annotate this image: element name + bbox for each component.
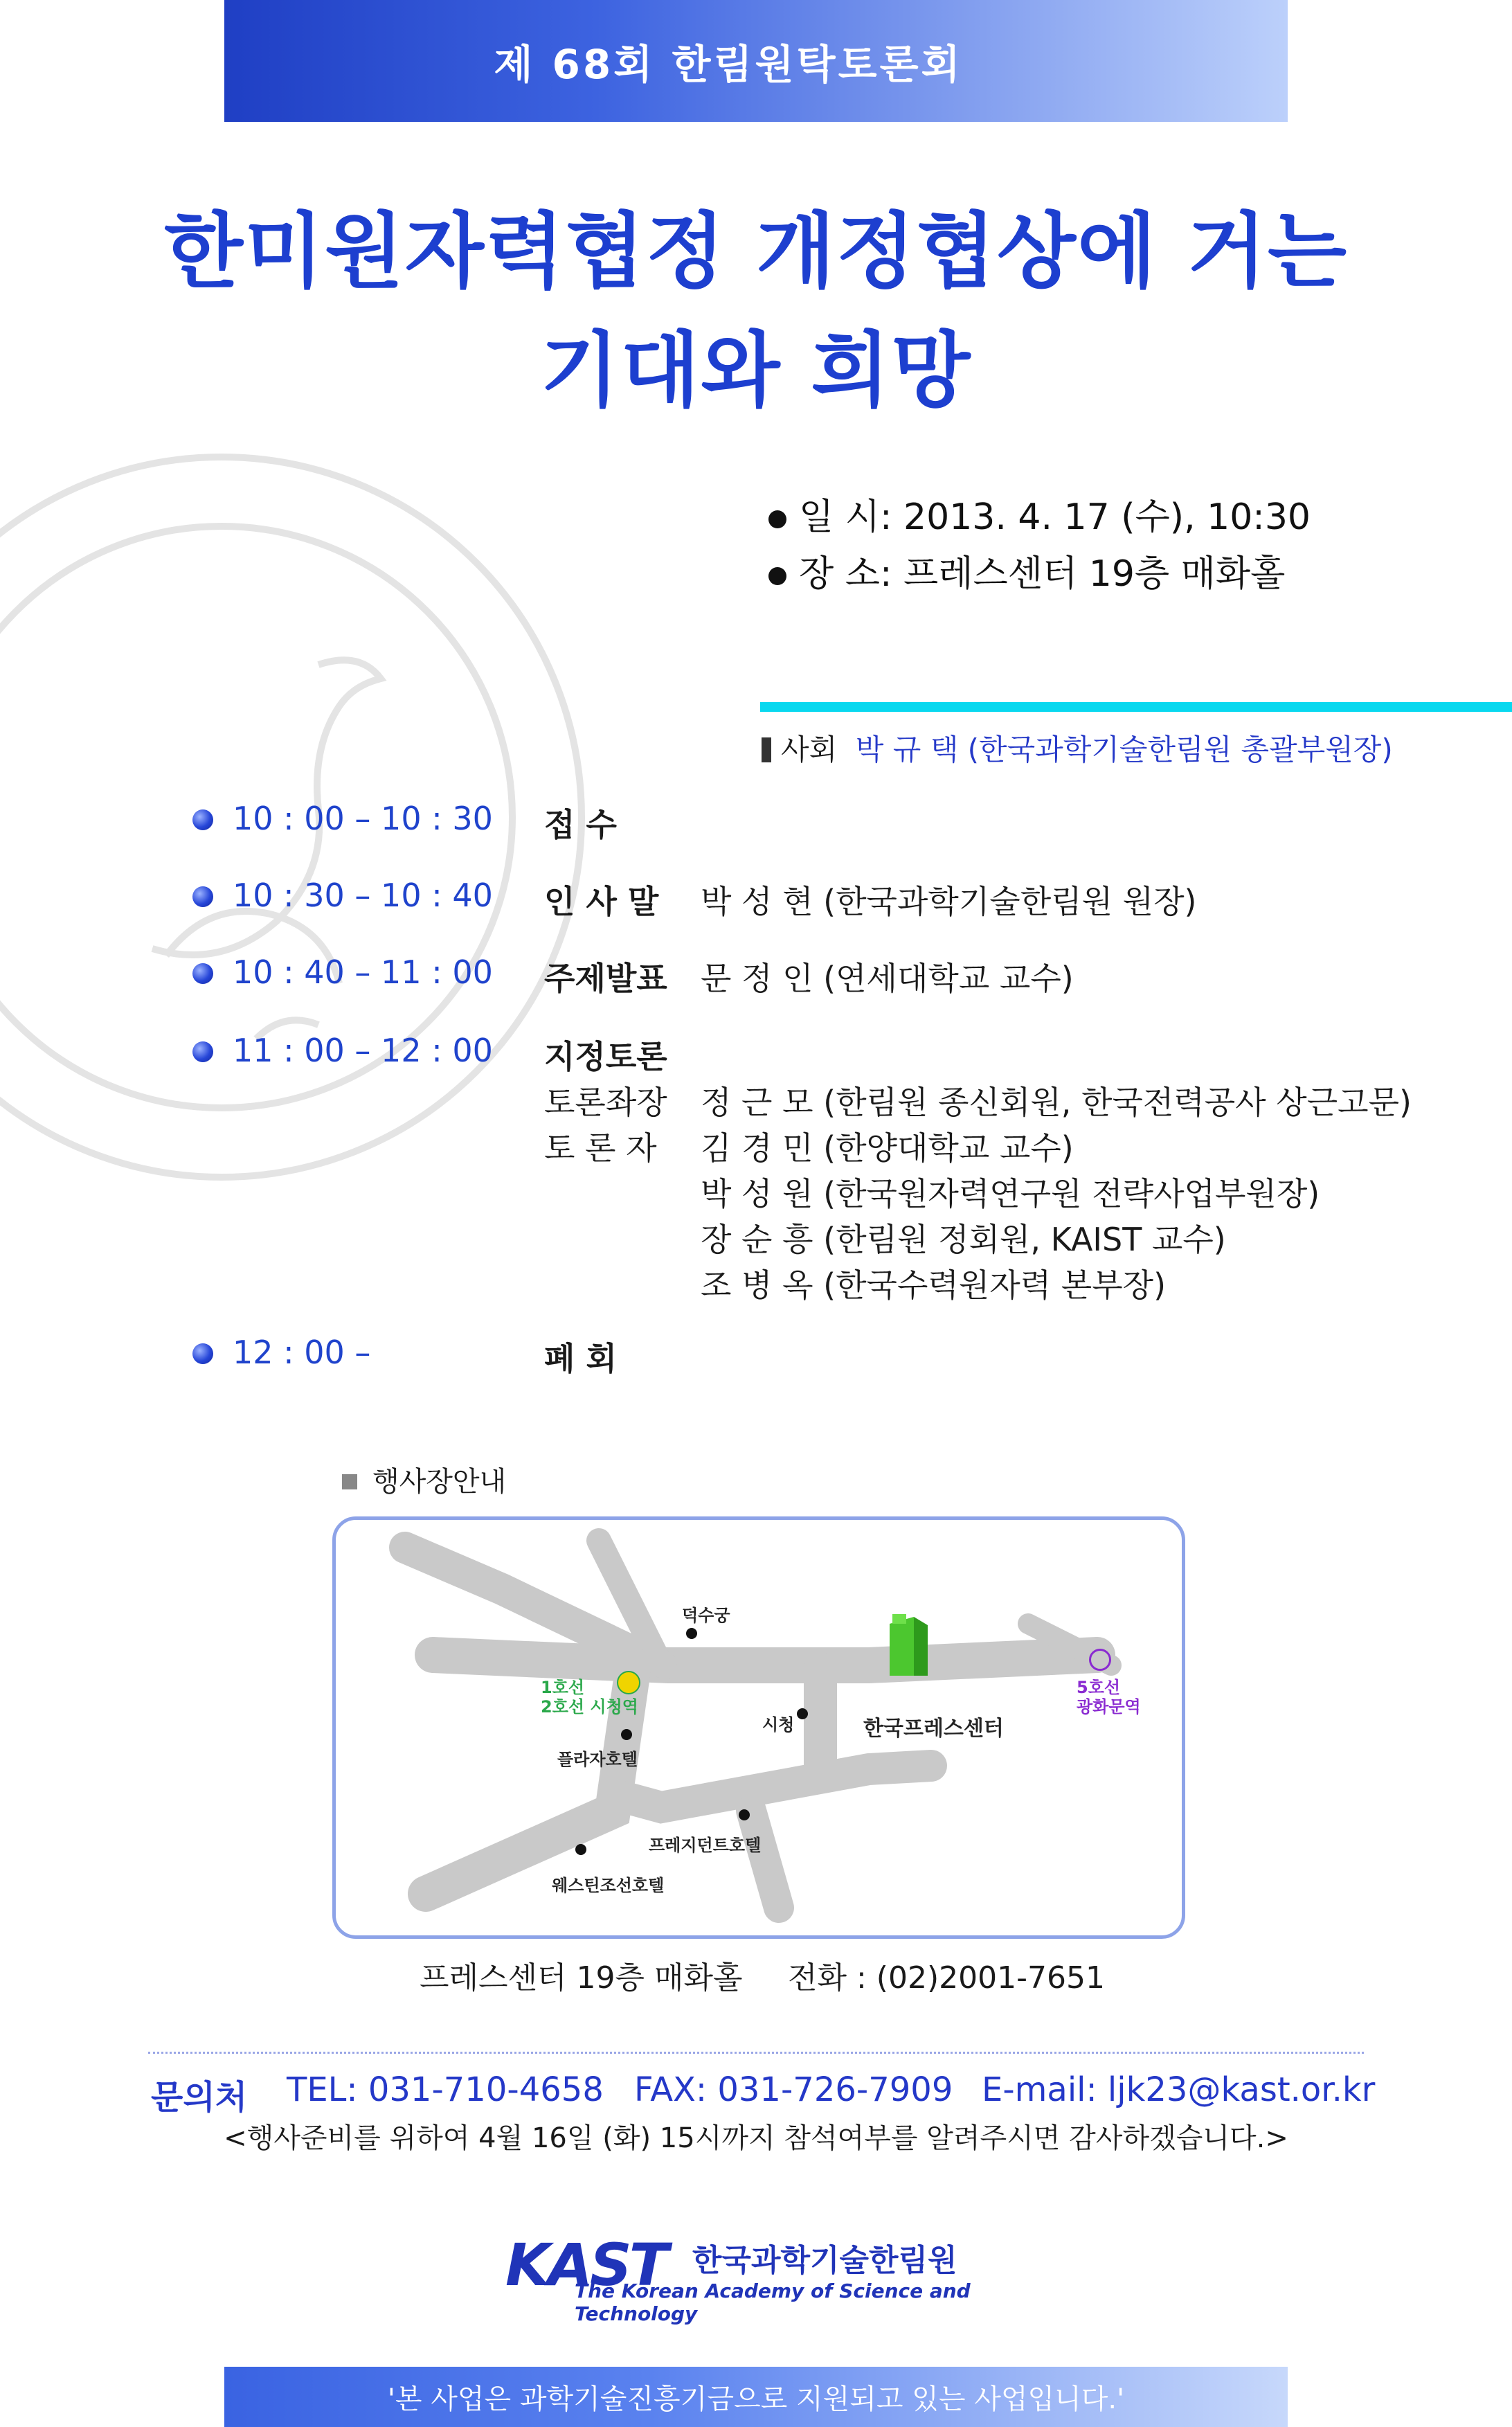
kast-logo	[505, 2231, 1032, 2325]
map-point-westin-hotel	[575, 1844, 586, 1855]
map-label-president-hotel: 프레지던트호텔	[649, 1836, 762, 1855]
map-label-plaza-hotel: 플라자호텔	[557, 1750, 638, 1769]
schedule-row	[0, 1032, 1512, 1075]
contact-label: 문의처	[151, 2078, 248, 2117]
footer-banner	[224, 2367, 1288, 2427]
bullet-icon	[768, 510, 786, 528]
schedule-time: 12 : 00 –	[233, 1334, 371, 1371]
event-banner-text: 제 68회 한림원탁토론회	[494, 41, 963, 88]
contact-email[interactable]: E-mail: ljk23@kast.or.kr	[982, 2070, 1376, 2109]
schedule-label: 주제발표	[544, 960, 667, 997]
subway-line5-icon	[1089, 1649, 1111, 1671]
discussion-panel-row	[0, 1123, 1512, 1166]
map-label-gwanghwamun: 광화문역	[1077, 1697, 1141, 1717]
event-banner	[224, 0, 1288, 122]
moderator-label: 사회	[781, 733, 838, 767]
blue-bullet-icon	[192, 1041, 213, 1062]
venue-map	[332, 1516, 1185, 1939]
panelist: 조 병 옥 (한국수력원자력 본부장)	[701, 1266, 1167, 1304]
map-point-president-hotel	[739, 1809, 750, 1820]
map-label-line1: 1호선	[541, 1678, 585, 1697]
blue-bullet-icon	[192, 1343, 213, 1364]
schedule-row	[0, 1334, 1512, 1377]
blue-bullet-icon	[192, 886, 213, 907]
title-line-1: 한미원자력협정 개정협상에 거는	[164, 204, 1348, 299]
map-label-line5: 5호선	[1077, 1678, 1121, 1697]
info-place	[768, 544, 1285, 596]
venue-phone: 전화 : (02)2001-7651	[788, 1960, 1105, 1996]
chair-label: 토론좌장	[544, 1084, 667, 1121]
schedule-time: 10 : 30 – 10 : 40	[233, 877, 493, 914]
panelist: 김 경 민 (한양대학교 교수)	[701, 1129, 1074, 1167]
map-point-deoksugung	[686, 1628, 697, 1639]
building-icon	[883, 1610, 931, 1679]
moderator-name: 박 규 택 (한국과학기술한림원 총괄부원장)	[855, 733, 1393, 767]
schedule-person: 문 정 인 (연세대학교 교수)	[701, 960, 1074, 997]
schedule-row	[0, 953, 1512, 996]
map-point-plaza-hotel	[621, 1729, 632, 1740]
footer-text: '본 사업은 과학기술진흥기금으로 지원되고 있는 사업입니다.'	[387, 2383, 1125, 2415]
discussion-panel-row	[0, 1215, 1512, 1257]
moderator	[762, 727, 1393, 769]
datetime-text: 일 시: 2013. 4. 17 (수), 10:30	[799, 496, 1311, 538]
panelist: 장 순 흥 (한림원 정회원, KAIST 교수)	[701, 1221, 1226, 1258]
contact-fax: FAX: 031-726-7909	[634, 2070, 953, 2109]
schedule-label: 지정토론	[544, 1038, 667, 1075]
schedule-row	[0, 800, 1512, 843]
schedule-label: 폐 회	[544, 1340, 617, 1377]
accent-divider	[760, 702, 1512, 712]
blue-bullet-icon	[192, 809, 213, 830]
map-point-city-hall	[797, 1708, 808, 1719]
info-datetime	[768, 487, 1311, 539]
venue-heading	[342, 1460, 506, 1499]
discussion-chair-row	[0, 1077, 1512, 1120]
map-label-city-hall: 시청	[762, 1715, 795, 1735]
discussion-panel-row	[0, 1260, 1512, 1303]
kast-logo-mark: KAST	[505, 2231, 666, 2299]
contact-line	[0, 2070, 1512, 2117]
map-label-deoksugung: 덕수궁	[682, 1606, 730, 1625]
subway-line2-icon	[617, 1671, 640, 1694]
schedule-person: 박 성 현 (한국과학기술한림원 원장)	[701, 883, 1197, 920]
blue-bullet-icon	[192, 963, 213, 984]
map-label-city-hall-station: 2호선 시청역	[541, 1697, 638, 1717]
schedule-label: 인 사 말	[544, 883, 659, 920]
rsvp-notice: <행사준비를 위하여 4월 16일 (화) 15시까지 참석여부를 알려주시면 감사하겠습니다.>	[224, 2122, 1288, 2154]
dotted-divider	[148, 2052, 1364, 2054]
map-label-westin-hotel: 웨스틴조선호텔	[552, 1876, 665, 1895]
schedule-row	[0, 877, 1512, 920]
panelist: 박 성 원 (한국원자력연구원 전략사업부원장)	[701, 1175, 1320, 1212]
map-label-press-center: 한국프레스센터	[863, 1717, 1004, 1741]
venue-hall: 프레스센터 19층 매화홀	[420, 1960, 743, 1996]
moderator-marker-icon	[762, 737, 771, 762]
schedule-time: 11 : 00 – 12 : 00	[233, 1032, 493, 1069]
place-text: 장 소: 프레스센터 19층 매화홀	[799, 553, 1286, 595]
bullet-icon	[768, 567, 786, 585]
contact-tel: TEL: 031-710-4658	[287, 2070, 604, 2109]
discussion-panel-row	[0, 1169, 1512, 1212]
title-line-2: 기대와 희망	[540, 323, 972, 418]
schedule-time: 10 : 00 – 10 : 30	[233, 800, 493, 837]
panel-label: 토 론 자	[544, 1129, 657, 1167]
schedule-time: 10 : 40 – 11 : 00	[233, 953, 493, 991]
map-roads	[336, 1520, 1182, 1935]
schedule-label: 접 수	[544, 806, 617, 843]
kast-logo-korean: 한국과학기술한림원	[692, 2243, 957, 2278]
square-bullet-icon	[342, 1474, 357, 1489]
chair-person: 정 근 모 (한림원 종신회원, 한국전력공사 상근고문)	[701, 1084, 1412, 1121]
venue-heading-text: 행사장안내	[372, 1466, 507, 1498]
kast-logo-english: The Korean Academy of Science and Technology	[575, 2280, 971, 2325]
